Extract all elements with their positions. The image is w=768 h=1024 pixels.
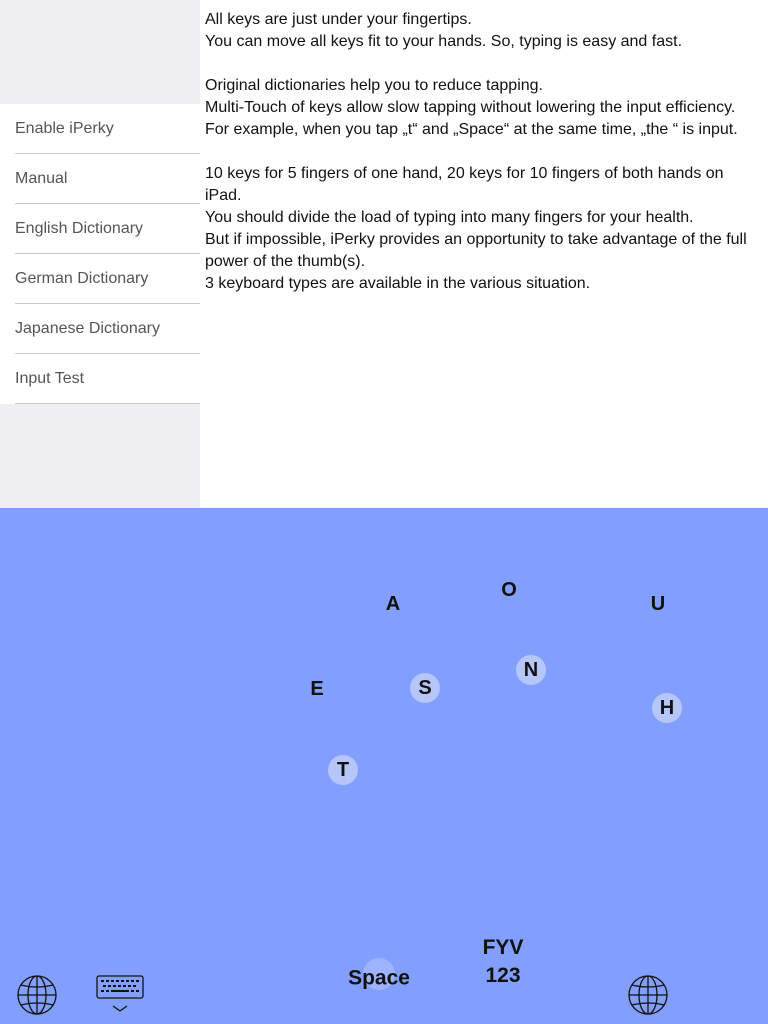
menu-item-label: Enable iPerky xyxy=(15,120,114,137)
sidebar xyxy=(0,0,200,508)
description-line: You should divide the load of typing into many fingers for your health. xyxy=(205,209,694,226)
description-text xyxy=(205,9,763,295)
description-line: 3 keyboard types are available in the various situation. xyxy=(205,275,591,292)
key-n[interactable]: N xyxy=(516,655,546,685)
key-h[interactable]: H xyxy=(652,693,682,723)
iperky-keyboard[interactable] xyxy=(0,508,768,1024)
sidebar-menu xyxy=(0,104,200,404)
key-t[interactable]: T xyxy=(328,755,358,785)
key-e[interactable]: E xyxy=(310,678,324,700)
description-line: 10 keys for 5 fingers of one hand, 20 keys for 10 fingers of both hands on iPad. xyxy=(205,165,724,204)
globe-icon[interactable] xyxy=(16,974,58,1016)
key-o[interactable]: O xyxy=(501,579,517,601)
keyboard-mode-key[interactable] xyxy=(483,934,524,990)
menu-item-label: Input Test xyxy=(15,370,85,387)
description-line: You can move all keys fit to your hands. So, typing is easy and fast. xyxy=(205,33,683,50)
menu-item-label: Japanese Dictionary xyxy=(15,320,160,337)
keyboard-mode-label-top: FYV xyxy=(482,936,524,959)
menu-item-label: German Dictionary xyxy=(15,270,149,287)
menu-item-german-dictionary[interactable] xyxy=(0,254,200,304)
key-s[interactable]: S xyxy=(410,673,440,703)
menu-item-enable-iperky[interactable] xyxy=(0,104,200,154)
description-line: All keys are just under your fingertips. xyxy=(205,11,472,28)
description-line xyxy=(205,53,763,75)
menu-item-english-dictionary[interactable] xyxy=(0,204,200,254)
menu-item-label: Manual xyxy=(15,170,68,187)
description-line: Original dictionaries help you to reduce tapping. xyxy=(205,77,543,94)
manual-content xyxy=(200,0,768,508)
keyboard-mode-label-bottom: 123 xyxy=(485,964,521,987)
key-a[interactable]: A xyxy=(385,593,401,615)
description-line: But if impossible, iPerky provides an opportunity to take advantage of the full power of the thumb(s). xyxy=(205,231,747,270)
menu-item-manual[interactable] xyxy=(0,154,200,204)
space-key[interactable]: Space xyxy=(348,966,410,990)
menu-item-label: English Dictionary xyxy=(15,220,144,237)
description-line xyxy=(205,141,763,163)
menu-item-input-test[interactable] xyxy=(0,354,200,404)
keyboard-hide-icon[interactable] xyxy=(95,974,145,1016)
menu-item-japanese-dictionary[interactable] xyxy=(0,304,200,354)
description-line: Multi-Touch of keys allow slow tapping without lowering the input efficiency. xyxy=(205,99,736,116)
description-line: For example, when you tap „t“ and „Space“ at the same time, „the “ is input. xyxy=(205,121,738,138)
key-u[interactable]: U xyxy=(650,593,666,615)
globe-icon[interactable] xyxy=(627,974,669,1016)
